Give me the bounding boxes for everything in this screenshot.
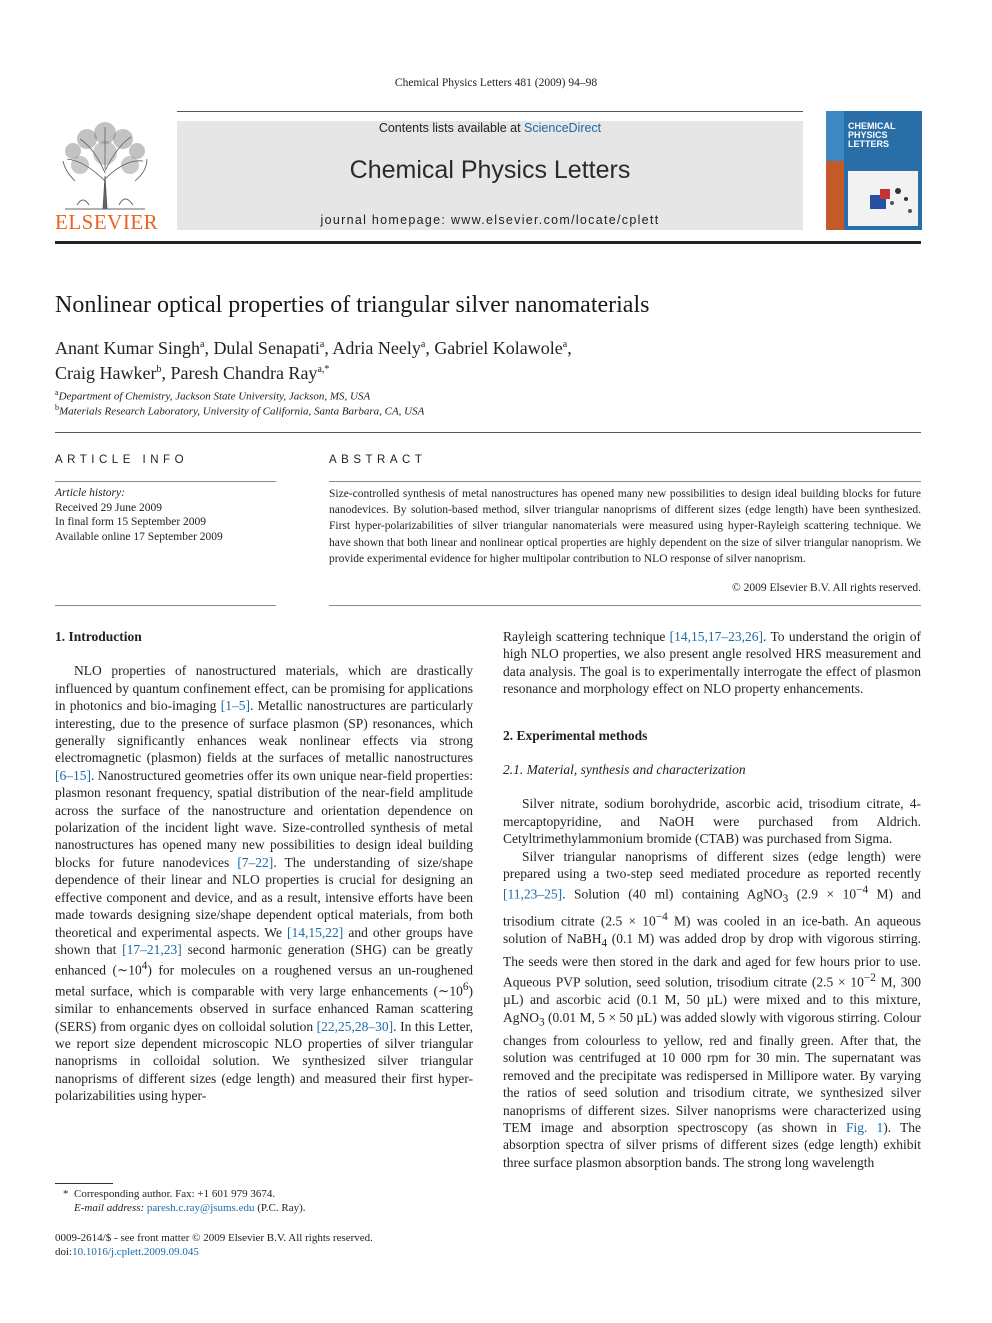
text-run: . Solution (40 ml) containing AgNO — [562, 886, 783, 902]
text-run: . In this Letter, we report size dependent microscopic NLO properties of silver triangular nanoprisms in colloidal solution. We synthesized silver triangular nanoprisms of different sizes (edge length) and measured their first hyper-polarizabilities using hyper- — [55, 1018, 474, 1104]
header-top-rule — [177, 111, 803, 112]
journal-title: Chemical Physics Letters — [349, 156, 631, 184]
introduction-continuation — [503, 628, 921, 698]
affiliation-a: $^a$Department of Chemistry, Jackson State University, Jackson, MS, USA — [55, 388, 371, 403]
issn-line: 0009-2614/$ - see front matter © 2009 Elsevier B.V. All rights reserved. — [55, 1232, 373, 1244]
article-info-rule — [55, 481, 276, 482]
contents-line — [177, 121, 803, 135]
text-run: second harmonic generation (SHG) can be greatly enhanced (∼10 — [55, 941, 473, 978]
reference-link[interactable]: [6–15] — [55, 767, 91, 783]
superscript: −2 — [863, 972, 876, 985]
reference-link[interactable]: [7–22] — [237, 854, 274, 870]
author-affiliation-mark: a — [199, 339, 205, 350]
sciencedirect-link[interactable]: ScienceDirect — [524, 121, 602, 135]
author-list — [55, 334, 915, 384]
right-column — [503, 628, 921, 1171]
article-info-heading: ARTICLE INFO — [55, 454, 189, 466]
doi-label: doi: — [55, 1246, 73, 1258]
journal-homepage[interactable]: journal homepage: www.elsevier.com/locate/cplett — [320, 213, 660, 227]
reference-link[interactable]: [22,25,28–30] — [316, 1018, 394, 1034]
text-run: and other groups have shown that — [55, 924, 473, 957]
text-run: . To understand the origin of high NLO properties, we also present angle resolved HRS measurement and data analysis. The goal is to experimentally interrogate the effect of plasmon resonance and morphology effect on NLO property enhancements. — [503, 629, 921, 697]
affiliation-rule — [55, 432, 921, 433]
abstract-text: Size-controlled synthesis of metal nanostructures has opened many new possibilities to design ideal building blocks for future nanodevices. By solution-based method, silver triangular nanoprisms of different sizes (edge length) have been synthesized. First hyper-polarizabilities of silver triangular nanomaterials were measured using hyper-Rayleigh scattering technique. We have shown that both linear and nonlinear optical properties are highly dependent on the size of silver triangular nanoprism. We provide experimental evidence for higher multipolar contribution to NLO response of silver nanoprism. — [329, 488, 921, 565]
corresponding-text: Corresponding author. Fax: +1 601 979 3674. — [74, 1188, 276, 1200]
abstract-rule — [329, 481, 921, 482]
elsevier-wordmark: ELSEVIER — [55, 210, 159, 234]
received-date: Received 29 June 2009 — [55, 501, 162, 514]
text-run: (0.01 M, 5 × 50 µL) was added slowly with vigorous stirring. Colour changes from colourless to yellow, red and finally green. After that, the solution was centrifuged at 10 000 rpm for 30 min. The supernatant was removed and the precipitate was redispersed in Millipore water. By varying the ratios of seed solution and trisodium citrate, we synthesized silver nanoprisms of different sizes. Silver nanoprisms were characterized using TEM image and absorption spectroscopy (as shown in — [503, 1009, 921, 1135]
article-history — [55, 486, 223, 544]
abstract-copyright: © 2009 Elsevier B.V. All rights reserved. — [732, 582, 921, 594]
author-name: Adria Neely — [332, 338, 421, 358]
introduction-paragraph — [55, 662, 473, 1104]
email-suffix: (P.C. Ray). — [254, 1202, 306, 1214]
header-bottom-rule — [55, 241, 921, 244]
superscript: 6 — [462, 981, 469, 994]
final-form-date: In final form 15 September 2009 — [55, 516, 207, 528]
reference-link[interactable]: [11,23–25] — [503, 886, 563, 902]
author-affiliation-mark: b — [156, 364, 162, 375]
email-label: E-mail address: — [74, 1202, 145, 1214]
text-run: M) was cooled in an ice-bath. An aqueous solution of NaBH — [503, 913, 921, 946]
subscript: 4 — [601, 937, 608, 950]
text-run: . The understanding of size/shape dependence of their linear and NLO properties is crucial for designing an effective component and device, and as a result, intensive efforts have been made towards designing size/shape dependent optical materials, from both theoretical and experimental aspects. We — [55, 854, 473, 940]
front-matter-info — [55, 1231, 475, 1259]
author-affiliation-mark: a — [420, 339, 426, 350]
affiliation-b: $^b$Materials Research Laboratory, University of California, Santa Barbara, CA, USA — [55, 403, 425, 418]
reference-link[interactable]: [1–5] — [220, 698, 250, 714]
reference-link[interactable]: Fig. 1 — [845, 1119, 884, 1135]
materials-paragraph: Silver nitrate, sodium borohydride, ascorbic acid, trisodium citrate, 4-mercaptopyridine, and NaOH were purchased from Aldrich. Cetyltrimethylammonium bromide (CTAB) was purchased from Sigma. — [503, 796, 921, 847]
footnotes — [55, 1187, 475, 1215]
text-run: (0.1 M) was added drop by drop with vigorous stirring. The seeds were then stored in the dark and aged for few hours prior to use. Aqueous PVP solution, seed solution, trisodium citrate (2.5 × 10 — [503, 930, 921, 990]
journal-cover-thumbnail — [826, 111, 922, 230]
text-run: . Nanostructured geometries offer its own unique near-field properties: plasmon resonant frequency, spatial distribution of the near-field amplitude across the surface of the nanostructure and orientation dependence on polarization of the incident light wave. Size-controlled synthesis of metal nanostructures has opened many new possibilities to design ideal building blocks for future nanodevices — [55, 767, 473, 870]
author-affiliation-mark: a — [562, 339, 568, 350]
author-affiliation-mark: a — [319, 339, 325, 350]
text-run: (2.9 × 10 — [788, 886, 857, 902]
reference-link[interactable]: [14,15,17–23,26] — [669, 629, 764, 644]
doi-line — [55, 1245, 475, 1259]
subscript: 3 — [782, 893, 789, 906]
materials-subheading: 2.1. Material, synthesis and characterization — [503, 762, 746, 778]
footnote-star: * — [63, 1188, 69, 1200]
text-run: ) similar to enhancements observed in surface enhanced Raman scattering (SERS) from organic dyes on colloidal solution — [55, 983, 473, 1034]
contents-prefix: Contents lists available at — [378, 121, 525, 135]
introduction-heading: 1. Introduction — [55, 629, 142, 644]
history-label: Article history: — [55, 487, 125, 499]
author-name: Paresh Chandra Ray — [170, 363, 318, 383]
author-name: Gabriel Kolawole — [434, 338, 563, 358]
article-title: Nonlinear optical properties of triangular silver nanomaterials — [55, 292, 650, 318]
text-run: . Metallic nanostructures are particularly interesting, due to the presence of surface plasmon (SP) resonances, which generally significantly enhances weak nonlinear effects via strong electromagnetic (plasmon) fields at the surfaces of metallic nanostructures — [55, 698, 473, 766]
text-run: ). The absorption spectra of silver prisms of different sizes (edge length) exhibit three surface plasmon absorption bands. The strong long wavelength — [503, 1119, 921, 1170]
author-name: Dulal Senapati — [213, 338, 320, 358]
corresponding-author-note — [55, 1187, 475, 1201]
left-column — [55, 628, 473, 1105]
methods-heading: 2. Experimental methods — [503, 727, 648, 743]
author-affiliation-mark: a,* — [317, 364, 330, 375]
superscript: 4 — [141, 960, 148, 973]
footnote-rule — [55, 1183, 113, 1184]
abstract-heading: ABSTRACT — [329, 454, 427, 466]
text-run: M, 300 µL) and ascorbic acid (0.1 M, 50 µL) were mixed and to this mixture, AgNO — [503, 974, 922, 1025]
text-run: M) and trisodium citrate (2.5 × 10 — [503, 886, 922, 929]
text-run: Rayleigh scattering technique — [503, 629, 670, 644]
superscript: −4 — [655, 911, 668, 924]
reference-link[interactable]: [14,15,22] — [287, 924, 344, 940]
journal-citation: Chemical Physics Letters 481 (2009) 94–98 — [394, 77, 598, 89]
online-date: Available online 17 September 2009 — [55, 530, 223, 543]
elsevier-logo — [55, 121, 159, 234]
author-line-1: Anant Kumar Singh$^a$, Dulal Senapati$^a$, Adria Neely$^a$, Gabriel Kolawole$^a$, — [55, 338, 572, 358]
article-info-bottom-rule — [55, 605, 276, 606]
text-run: ) for molecules on a roughened versus an un-roughened metal surface, which is comparable with very large enhancements (∼10 — [55, 962, 474, 999]
cover-title: CHEMICAL PHYSICS LETTERS — [848, 121, 896, 149]
superscript: −4 — [856, 884, 869, 897]
text-run: NLO properties of nanostructured materials, which are drastically influenced by quantum confinement effect, can be promising for applications in photonics and bio-imaging — [55, 663, 473, 714]
doi-link[interactable]: 10.1016/j.cplett.2009.09.045 — [72, 1246, 199, 1258]
reference-link[interactable]: [17–21,23] — [122, 941, 182, 957]
email-note — [55, 1201, 475, 1215]
email-link[interactable]: paresh.c.ray@jsums.edu — [146, 1202, 255, 1214]
text-run: Silver triangular nanoprisms of different sizes (edge length) were prepared using a two-step seed mediated procedure as reported recently — [503, 848, 921, 882]
cover-art-icon — [826, 111, 922, 230]
author-name: Anant Kumar Singh — [55, 338, 200, 358]
author-name: Craig Hawker — [55, 363, 157, 383]
subscript: 3 — [539, 1016, 545, 1029]
abstract-bottom-rule — [329, 605, 921, 606]
synthesis-paragraph — [503, 848, 921, 1171]
author-line-2: Craig Hawker$^b$, Paresh Chandra Ray$^{a,*}$ — [55, 363, 330, 383]
